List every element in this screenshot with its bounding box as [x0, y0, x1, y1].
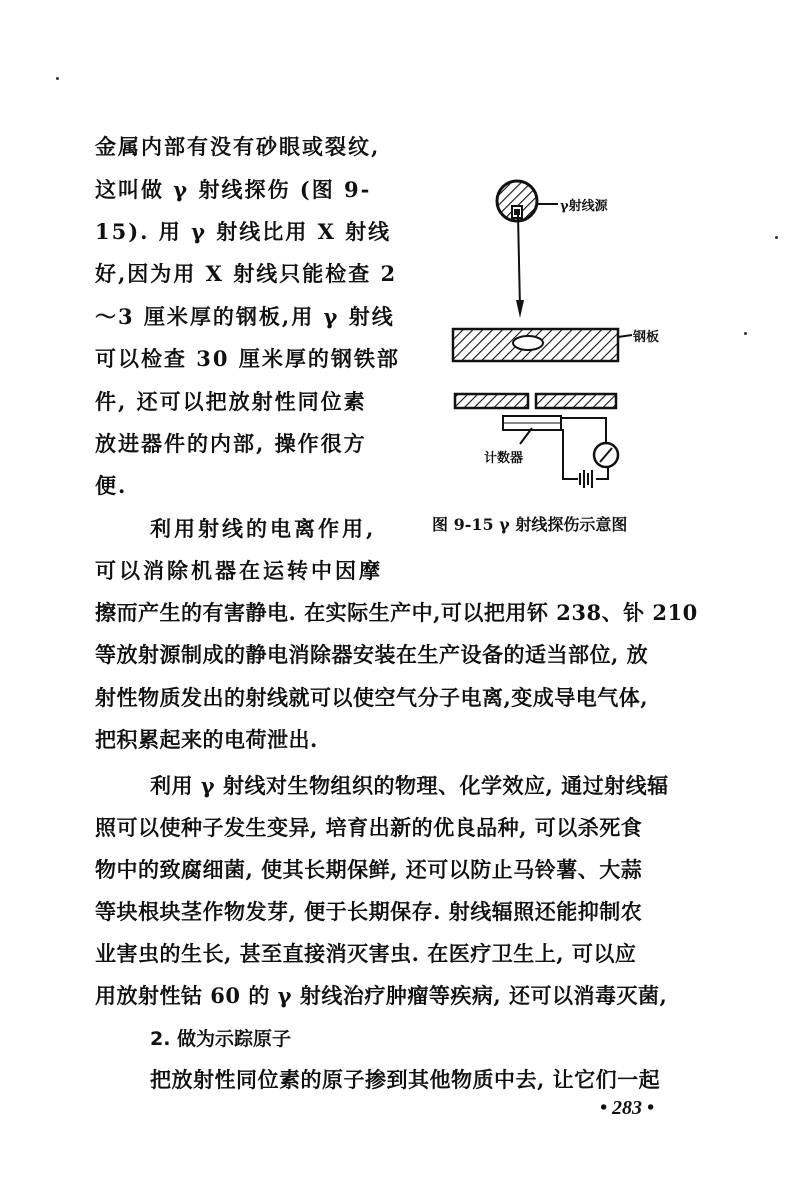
- text-line: 可以消除机器在运转中因摩: [95, 558, 383, 583]
- text-line: 利用 γ 射线对生物组织的物理、化学效应, 通过射线辐: [150, 773, 669, 798]
- text-line: 照可以使种子发生变异, 培育出新的优良品种, 可以杀死食: [95, 815, 643, 840]
- text-line: 好,因为用 X 射线只能检查 2: [95, 261, 398, 286]
- text-line: 用放射性钴 60 的 γ 射线治疗肿瘤等疾病, 还可以消毒灭菌,: [95, 983, 668, 1008]
- label-steel-plate: 钢板: [633, 330, 660, 345]
- text-line: 射性物质发出的射线就可以使空气分子电离,变成导电气体,: [95, 685, 649, 710]
- text-line: 把放射性同位素的原子掺到其他物质中去, 让它们一起: [150, 1067, 661, 1092]
- label-gamma-source: γ射线源: [560, 199, 608, 214]
- text-line: 擦而产生的有害静电. 在实际生产中,可以把用钚 238、钋 210: [95, 600, 698, 625]
- text-line: 便.: [95, 473, 128, 498]
- text-line: 利用射线的电离作用,: [150, 516, 377, 541]
- text-line: 金属内部有没有砂眼或裂纹,: [95, 134, 381, 159]
- text-line: ～3 厘米厚的钢板,用 γ 射线: [95, 304, 395, 329]
- text-line: 把积累起来的电荷泄出.: [95, 727, 318, 752]
- section-heading: 2. 做为示踪原子: [150, 1028, 292, 1050]
- text-line: 等放射源制成的静电消除器安装在生产设备的适当部位, 放: [95, 642, 649, 667]
- text-line: 业害虫的生长, 甚至直接消灭害虫. 在医疗卫生上, 可以应: [95, 941, 637, 966]
- text-line: 等块根块茎作物发芽, 便于长期保存. 射线辐照还能抑制农: [95, 899, 643, 924]
- text-line: 这叫做 γ 射线探伤 (图 9-: [95, 177, 372, 202]
- label-counter: 计数器: [484, 451, 524, 466]
- page-number: • 283 •: [600, 1097, 655, 1119]
- text-line: 物中的致腐细菌, 使其长期保鲜, 还可以防止马铃薯、大蒜: [95, 857, 643, 882]
- text-line: 件, 还可以把放射性同位素: [95, 389, 367, 414]
- figure-caption: 图 9-15 γ 射线探伤示意图: [432, 515, 628, 534]
- text-line: 15). 用 γ 射线比用 X 射线: [95, 219, 392, 244]
- text-line: 可以检查 30 厘米厚的钢铁部: [95, 346, 400, 371]
- text-line: 放进器件的内部, 操作很方: [95, 431, 367, 456]
